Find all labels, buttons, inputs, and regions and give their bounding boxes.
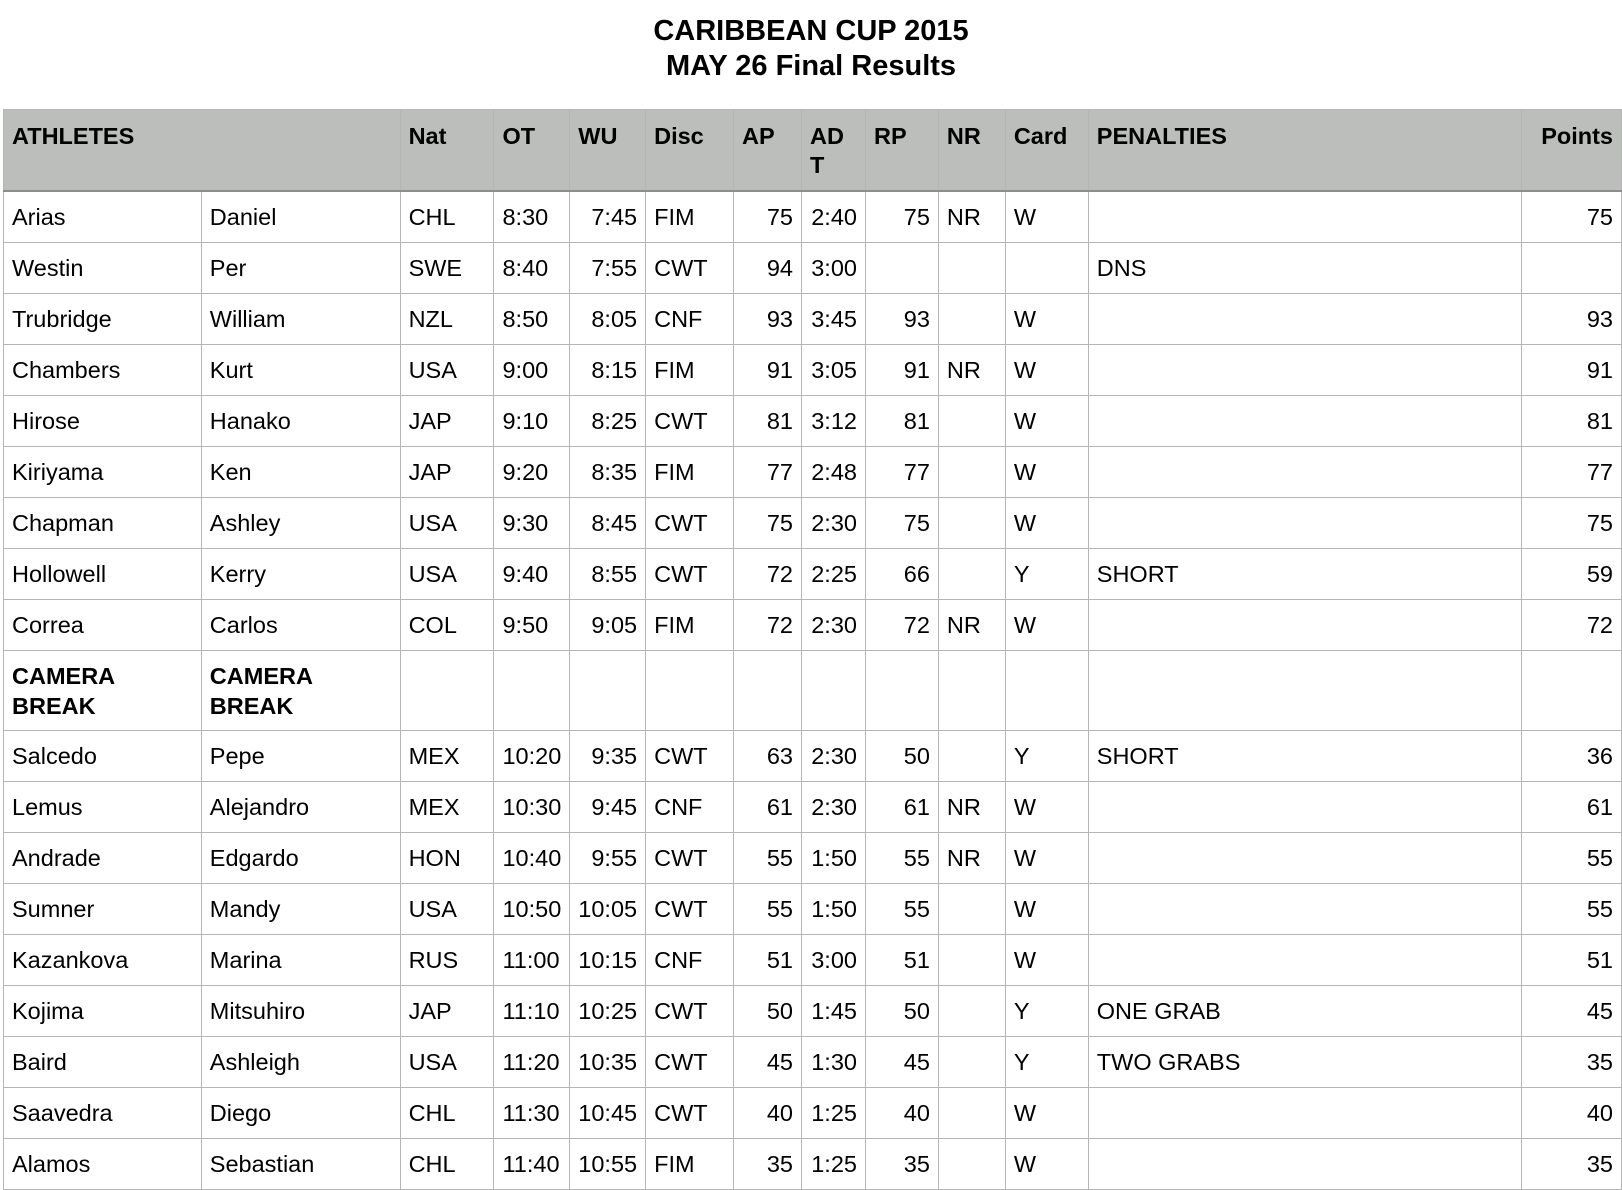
cell-ap: 72 bbox=[734, 549, 802, 600]
table-row bbox=[4, 243, 1622, 294]
cell-adt bbox=[801, 651, 865, 731]
cell-penalties: DNS bbox=[1088, 243, 1521, 294]
cell-adt: 1:25 bbox=[801, 1139, 865, 1190]
cell-ap: 75 bbox=[734, 191, 802, 243]
cell-ot: 8:30 bbox=[494, 191, 570, 243]
cell-ap: 81 bbox=[734, 396, 802, 447]
header-nr: NR bbox=[938, 110, 1005, 192]
cell-last-name: Hirose bbox=[4, 396, 202, 447]
cell-last-name: Chapman bbox=[4, 498, 202, 549]
cell-ap: 35 bbox=[734, 1139, 802, 1190]
cell-card: Y bbox=[1005, 549, 1088, 600]
cell-card: Y bbox=[1005, 986, 1088, 1037]
cell-ap bbox=[734, 651, 802, 731]
cell-adt: 2:30 bbox=[801, 782, 865, 833]
cell-nr bbox=[938, 498, 1005, 549]
cell-first-name: Kerry bbox=[201, 549, 400, 600]
cell-wu: 10:05 bbox=[570, 884, 646, 935]
cell-disc: CWT bbox=[646, 986, 734, 1037]
cell-points bbox=[1521, 243, 1621, 294]
cell-first-name: Ken bbox=[201, 447, 400, 498]
cell-last-name: Hollowell bbox=[4, 549, 202, 600]
cell-card bbox=[1005, 651, 1088, 731]
cell-card bbox=[1005, 243, 1088, 294]
cell-adt: 2:40 bbox=[801, 191, 865, 243]
cell-first-name: Carlos bbox=[201, 600, 400, 651]
cell-adt: 2:48 bbox=[801, 447, 865, 498]
header-athletes: ATHLETES bbox=[4, 110, 401, 192]
cell-ot: 8:50 bbox=[494, 294, 570, 345]
cell-disc: FIM bbox=[646, 600, 734, 651]
cell-card: W bbox=[1005, 600, 1088, 651]
cell-nat: USA bbox=[400, 884, 494, 935]
cell-penalties bbox=[1088, 884, 1521, 935]
cell-wu: 9:45 bbox=[570, 782, 646, 833]
cell-nr bbox=[938, 294, 1005, 345]
cell-points: 81 bbox=[1521, 396, 1621, 447]
cell-nat: NZL bbox=[400, 294, 494, 345]
cell-nr bbox=[938, 651, 1005, 731]
cell-first-name: Kurt bbox=[201, 345, 400, 396]
cell-ot bbox=[494, 651, 570, 731]
cell-nr bbox=[938, 1037, 1005, 1088]
cell-nat: SWE bbox=[400, 243, 494, 294]
cell-last-name: CAMERA BREAK bbox=[4, 651, 202, 731]
cell-penalties bbox=[1088, 498, 1521, 549]
header-points: Points bbox=[1521, 110, 1621, 192]
header-row bbox=[4, 110, 1622, 192]
cell-adt: 1:50 bbox=[801, 884, 865, 935]
cell-nr bbox=[938, 731, 1005, 782]
cell-wu: 10:25 bbox=[570, 986, 646, 1037]
table-row bbox=[4, 498, 1622, 549]
cell-wu: 10:15 bbox=[570, 935, 646, 986]
cell-rp: 72 bbox=[865, 600, 938, 651]
header-disc: Disc bbox=[646, 110, 734, 192]
header-card: Card bbox=[1005, 110, 1088, 192]
cell-ap: 45 bbox=[734, 1037, 802, 1088]
cell-wu: 7:45 bbox=[570, 191, 646, 243]
page-title bbox=[0, 14, 1622, 84]
cell-points: 40 bbox=[1521, 1088, 1621, 1139]
table-row bbox=[4, 294, 1622, 345]
cell-penalties bbox=[1088, 191, 1521, 243]
cell-first-name: Pepe bbox=[201, 731, 400, 782]
table-row bbox=[4, 345, 1622, 396]
cell-last-name: Salcedo bbox=[4, 731, 202, 782]
cell-points: 93 bbox=[1521, 294, 1621, 345]
cell-nr: NR bbox=[938, 600, 1005, 651]
cell-last-name: Baird bbox=[4, 1037, 202, 1088]
cell-rp: 81 bbox=[865, 396, 938, 447]
cell-penalties bbox=[1088, 651, 1521, 731]
table-row bbox=[4, 884, 1622, 935]
cell-last-name: Arias bbox=[4, 191, 202, 243]
cell-rp: 45 bbox=[865, 1037, 938, 1088]
cell-points: 35 bbox=[1521, 1037, 1621, 1088]
cell-ot: 9:30 bbox=[494, 498, 570, 549]
cell-ot: 10:20 bbox=[494, 731, 570, 782]
cell-ap: 40 bbox=[734, 1088, 802, 1139]
cell-nat: JAP bbox=[400, 986, 494, 1037]
cell-ot: 10:40 bbox=[494, 833, 570, 884]
cell-points: 35 bbox=[1521, 1139, 1621, 1190]
cell-ap: 72 bbox=[734, 600, 802, 651]
cell-ot: 11:00 bbox=[494, 935, 570, 986]
table-row bbox=[4, 782, 1622, 833]
table-row bbox=[4, 935, 1622, 986]
cell-card: W bbox=[1005, 294, 1088, 345]
cell-card: Y bbox=[1005, 1037, 1088, 1088]
cell-ap: 75 bbox=[734, 498, 802, 549]
cell-ap: 91 bbox=[734, 345, 802, 396]
cell-nat: MEX bbox=[400, 731, 494, 782]
cell-nr bbox=[938, 1088, 1005, 1139]
table-row bbox=[4, 447, 1622, 498]
cell-first-name: Per bbox=[201, 243, 400, 294]
cell-nr bbox=[938, 549, 1005, 600]
cell-wu: 9:35 bbox=[570, 731, 646, 782]
cell-disc: CWT bbox=[646, 884, 734, 935]
cell-first-name: Mitsuhiro bbox=[201, 986, 400, 1037]
cell-rp: 35 bbox=[865, 1139, 938, 1190]
cell-adt: 2:30 bbox=[801, 731, 865, 782]
cell-nat bbox=[400, 651, 494, 731]
cell-first-name: Daniel bbox=[201, 191, 400, 243]
cell-adt: 2:30 bbox=[801, 498, 865, 549]
cell-nat: JAP bbox=[400, 447, 494, 498]
cell-disc: CNF bbox=[646, 935, 734, 986]
header-wu: WU bbox=[570, 110, 646, 192]
cell-ap: 77 bbox=[734, 447, 802, 498]
cell-penalties bbox=[1088, 396, 1521, 447]
table-body bbox=[4, 191, 1622, 1190]
cell-rp: 66 bbox=[865, 549, 938, 600]
cell-adt: 2:30 bbox=[801, 600, 865, 651]
cell-ap: 55 bbox=[734, 884, 802, 935]
cell-disc: FIM bbox=[646, 191, 734, 243]
header-adt: ADT bbox=[801, 110, 865, 192]
table-row bbox=[4, 549, 1622, 600]
cell-penalties bbox=[1088, 1139, 1521, 1190]
cell-disc: FIM bbox=[646, 345, 734, 396]
cell-penalties: TWO GRABS bbox=[1088, 1037, 1521, 1088]
cell-nr: NR bbox=[938, 345, 1005, 396]
cell-first-name: CAMERA BREAK bbox=[201, 651, 400, 731]
cell-nat: USA bbox=[400, 1037, 494, 1088]
table-row bbox=[4, 1037, 1622, 1088]
cell-last-name: Saavedra bbox=[4, 1088, 202, 1139]
header-ap: AP bbox=[734, 110, 802, 192]
cell-ot: 10:50 bbox=[494, 884, 570, 935]
cell-ap: 55 bbox=[734, 833, 802, 884]
cell-nat: MEX bbox=[400, 782, 494, 833]
results-table bbox=[3, 109, 1622, 1190]
cell-points: 59 bbox=[1521, 549, 1621, 600]
cell-disc: CWT bbox=[646, 1088, 734, 1139]
cell-first-name: William bbox=[201, 294, 400, 345]
cell-points: 91 bbox=[1521, 345, 1621, 396]
cell-wu: 8:15 bbox=[570, 345, 646, 396]
cell-disc: CNF bbox=[646, 294, 734, 345]
cell-penalties bbox=[1088, 345, 1521, 396]
cell-penalties: ONE GRAB bbox=[1088, 986, 1521, 1037]
cell-wu: 8:55 bbox=[570, 549, 646, 600]
cell-last-name: Chambers bbox=[4, 345, 202, 396]
cell-ap: 61 bbox=[734, 782, 802, 833]
cell-ot: 8:40 bbox=[494, 243, 570, 294]
cell-rp: 75 bbox=[865, 191, 938, 243]
cell-last-name: Trubridge bbox=[4, 294, 202, 345]
cell-nr bbox=[938, 1139, 1005, 1190]
cell-ot: 11:10 bbox=[494, 986, 570, 1037]
cell-card: Y bbox=[1005, 731, 1088, 782]
cell-nr bbox=[938, 884, 1005, 935]
cell-card: W bbox=[1005, 345, 1088, 396]
cell-card: W bbox=[1005, 782, 1088, 833]
cell-penalties bbox=[1088, 600, 1521, 651]
cell-first-name: Alejandro bbox=[201, 782, 400, 833]
cell-points bbox=[1521, 651, 1621, 731]
cell-ot: 9:50 bbox=[494, 600, 570, 651]
cell-first-name: Ashleigh bbox=[201, 1037, 400, 1088]
cell-wu: 9:05 bbox=[570, 600, 646, 651]
cell-ap: 93 bbox=[734, 294, 802, 345]
cell-nat: CHL bbox=[400, 1088, 494, 1139]
cell-adt: 1:50 bbox=[801, 833, 865, 884]
cell-rp: 61 bbox=[865, 782, 938, 833]
cell-penalties bbox=[1088, 935, 1521, 986]
cell-adt: 1:30 bbox=[801, 1037, 865, 1088]
title-line-1: CARIBBEAN CUP 2015 bbox=[653, 15, 969, 47]
cell-rp: 77 bbox=[865, 447, 938, 498]
cell-rp: 55 bbox=[865, 833, 938, 884]
cell-nr: NR bbox=[938, 782, 1005, 833]
cell-nat: CHL bbox=[400, 1139, 494, 1190]
cell-points: 51 bbox=[1521, 935, 1621, 986]
header-ot: OT bbox=[494, 110, 570, 192]
table-row bbox=[4, 731, 1622, 782]
cell-last-name: Kazankova bbox=[4, 935, 202, 986]
cell-disc: CWT bbox=[646, 243, 734, 294]
cell-disc: CWT bbox=[646, 833, 734, 884]
cell-card: W bbox=[1005, 191, 1088, 243]
cell-nr bbox=[938, 447, 1005, 498]
table-row bbox=[4, 986, 1622, 1037]
cell-adt: 2:25 bbox=[801, 549, 865, 600]
cell-adt: 3:00 bbox=[801, 935, 865, 986]
cell-ot: 9:20 bbox=[494, 447, 570, 498]
cell-card: W bbox=[1005, 884, 1088, 935]
cell-nat: COL bbox=[400, 600, 494, 651]
cell-wu: 10:55 bbox=[570, 1139, 646, 1190]
cell-last-name: Kiriyama bbox=[4, 447, 202, 498]
cell-points: 77 bbox=[1521, 447, 1621, 498]
cell-points: 72 bbox=[1521, 600, 1621, 651]
cell-penalties bbox=[1088, 294, 1521, 345]
cell-rp bbox=[865, 243, 938, 294]
cell-nr bbox=[938, 986, 1005, 1037]
table-row bbox=[4, 1139, 1622, 1190]
cell-last-name: Sumner bbox=[4, 884, 202, 935]
cell-nr: NR bbox=[938, 191, 1005, 243]
cell-disc: CWT bbox=[646, 498, 734, 549]
cell-rp: 50 bbox=[865, 986, 938, 1037]
cell-nat: USA bbox=[400, 498, 494, 549]
cell-nr bbox=[938, 935, 1005, 986]
cell-nat: HON bbox=[400, 833, 494, 884]
cell-ap: 94 bbox=[734, 243, 802, 294]
cell-rp bbox=[865, 651, 938, 731]
cell-rp: 55 bbox=[865, 884, 938, 935]
cell-first-name: Hanako bbox=[201, 396, 400, 447]
cell-rp: 75 bbox=[865, 498, 938, 549]
cell-card: W bbox=[1005, 833, 1088, 884]
table-row bbox=[4, 1088, 1622, 1139]
cell-card: W bbox=[1005, 396, 1088, 447]
cell-last-name: Alamos bbox=[4, 1139, 202, 1190]
cell-first-name: Diego bbox=[201, 1088, 400, 1139]
cell-penalties bbox=[1088, 782, 1521, 833]
cell-card: W bbox=[1005, 1088, 1088, 1139]
cell-adt: 3:12 bbox=[801, 396, 865, 447]
cell-points: 55 bbox=[1521, 884, 1621, 935]
table-row bbox=[4, 600, 1622, 651]
cell-rp: 91 bbox=[865, 345, 938, 396]
cell-adt: 3:00 bbox=[801, 243, 865, 294]
cell-disc: FIM bbox=[646, 447, 734, 498]
cell-penalties: SHORT bbox=[1088, 731, 1521, 782]
cell-first-name: Sebastian bbox=[201, 1139, 400, 1190]
cell-first-name: Mandy bbox=[201, 884, 400, 935]
cell-nat: CHL bbox=[400, 191, 494, 243]
cell-nr bbox=[938, 396, 1005, 447]
cell-disc: FIM bbox=[646, 1139, 734, 1190]
cell-nat: USA bbox=[400, 345, 494, 396]
table-row bbox=[4, 833, 1622, 884]
cell-first-name: Edgardo bbox=[201, 833, 400, 884]
cell-nat: JAP bbox=[400, 396, 494, 447]
cell-penalties bbox=[1088, 833, 1521, 884]
cell-wu: 9:55 bbox=[570, 833, 646, 884]
cell-nat: RUS bbox=[400, 935, 494, 986]
cell-penalties: SHORT bbox=[1088, 549, 1521, 600]
cell-wu: 8:05 bbox=[570, 294, 646, 345]
cell-wu: 10:45 bbox=[570, 1088, 646, 1139]
cell-adt: 3:05 bbox=[801, 345, 865, 396]
cell-last-name: Andrade bbox=[4, 833, 202, 884]
title-line-2: MAY 26 Final Results bbox=[665, 50, 957, 82]
table-row bbox=[4, 396, 1622, 447]
cell-adt: 1:45 bbox=[801, 986, 865, 1037]
cell-ot: 11:40 bbox=[494, 1139, 570, 1190]
cell-ap: 50 bbox=[734, 986, 802, 1037]
cell-card: W bbox=[1005, 935, 1088, 986]
cell-wu: 8:45 bbox=[570, 498, 646, 549]
cell-first-name: Ashley bbox=[201, 498, 400, 549]
cell-ap: 51 bbox=[734, 935, 802, 986]
table-row bbox=[4, 191, 1622, 243]
cell-disc: CWT bbox=[646, 731, 734, 782]
header-rp: RP bbox=[865, 110, 938, 192]
cell-card: W bbox=[1005, 498, 1088, 549]
cell-nr: NR bbox=[938, 833, 1005, 884]
cell-points: 45 bbox=[1521, 986, 1621, 1037]
cell-wu: 8:25 bbox=[570, 396, 646, 447]
cell-ap: 63 bbox=[734, 731, 802, 782]
header-penalties: PENALTIES bbox=[1088, 110, 1521, 192]
cell-points: 75 bbox=[1521, 498, 1621, 549]
cell-last-name: Kojima bbox=[4, 986, 202, 1037]
cell-adt: 3:45 bbox=[801, 294, 865, 345]
cell-points: 61 bbox=[1521, 782, 1621, 833]
cell-card: W bbox=[1005, 1139, 1088, 1190]
cell-adt: 1:25 bbox=[801, 1088, 865, 1139]
cell-wu: 10:35 bbox=[570, 1037, 646, 1088]
cell-points: 55 bbox=[1521, 833, 1621, 884]
table-row-camera-break bbox=[4, 651, 1622, 731]
cell-penalties bbox=[1088, 447, 1521, 498]
cell-last-name: Lemus bbox=[4, 782, 202, 833]
cell-ot: 10:30 bbox=[494, 782, 570, 833]
cell-penalties bbox=[1088, 1088, 1521, 1139]
cell-points: 75 bbox=[1521, 191, 1621, 243]
cell-disc bbox=[646, 651, 734, 731]
cell-last-name: Correa bbox=[4, 600, 202, 651]
cell-ot: 11:20 bbox=[494, 1037, 570, 1088]
cell-disc: CNF bbox=[646, 782, 734, 833]
cell-ot: 9:10 bbox=[494, 396, 570, 447]
cell-rp: 51 bbox=[865, 935, 938, 986]
cell-wu bbox=[570, 651, 646, 731]
cell-rp: 50 bbox=[865, 731, 938, 782]
cell-ot: 11:30 bbox=[494, 1088, 570, 1139]
cell-last-name: Westin bbox=[4, 243, 202, 294]
cell-disc: CWT bbox=[646, 1037, 734, 1088]
header-nat: Nat bbox=[400, 110, 494, 192]
cell-wu: 7:55 bbox=[570, 243, 646, 294]
cell-first-name: Marina bbox=[201, 935, 400, 986]
cell-ot: 9:00 bbox=[494, 345, 570, 396]
cell-rp: 93 bbox=[865, 294, 938, 345]
cell-points: 36 bbox=[1521, 731, 1621, 782]
cell-wu: 8:35 bbox=[570, 447, 646, 498]
table-header bbox=[4, 110, 1622, 192]
cell-disc: CWT bbox=[646, 396, 734, 447]
cell-card: W bbox=[1005, 447, 1088, 498]
cell-rp: 40 bbox=[865, 1088, 938, 1139]
cell-nr bbox=[938, 243, 1005, 294]
cell-ot: 9:40 bbox=[494, 549, 570, 600]
cell-nat: USA bbox=[400, 549, 494, 600]
cell-disc: CWT bbox=[646, 549, 734, 600]
